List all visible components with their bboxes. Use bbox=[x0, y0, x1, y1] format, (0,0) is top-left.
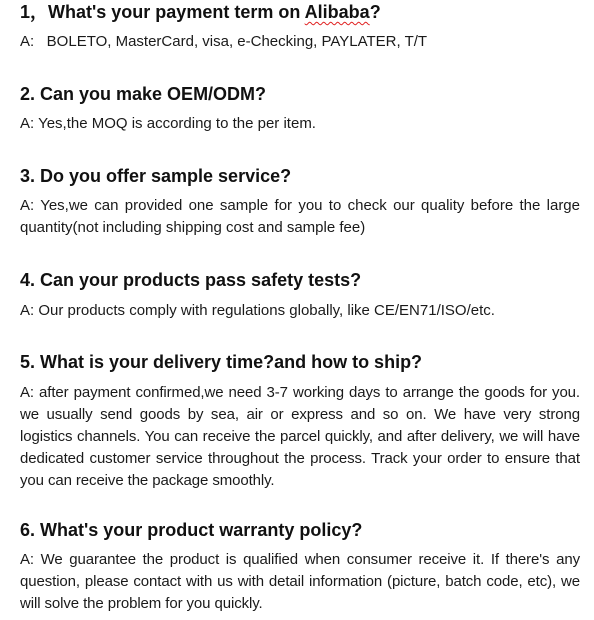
faq-answer: A: after payment confirmed,we need 3-7 working days to arrange the goods for you. we usually send goods by sea, air or express and so on. We have very strong logistics channels. You can receive the parcel quickly, and after delivery, we will have dedicated customer service throughout the process. Track your order to ensure that you can receive the package smoothly. bbox=[20, 384, 580, 489]
faq-question: 2. Can you make OEM/ODM? bbox=[20, 84, 267, 104]
spellcheck-word: Alibaba bbox=[304, 2, 370, 22]
faq-answer: A: Yes,we can provided one sample for you to check our quality before the large quantity(not including shipping cost and sample fee) bbox=[20, 197, 580, 236]
faq-question: 5. What is your delivery time?and how to ship? bbox=[20, 352, 423, 372]
faq-item-payment bbox=[20, 1, 580, 53]
faq-question: 6. What's your product warranty policy? bbox=[20, 520, 363, 540]
faq-item-sample bbox=[20, 165, 580, 239]
faq-answer: A: BOLETO, MasterCard, visa, e-Checking, PAYLATER, T/T bbox=[20, 33, 428, 50]
faq-answer: A: Yes,the MOQ is according to the per item. bbox=[20, 115, 316, 132]
faq-answer: A: Our products comply with regulations globally, like CE/EN71/ISO/etc. bbox=[20, 302, 495, 319]
faq-item-safety bbox=[20, 269, 580, 322]
faq-item-oem bbox=[20, 83, 580, 135]
faq-question bbox=[20, 1, 580, 23]
question-suffix: ? bbox=[369, 2, 381, 22]
faq-question: 3. Do you offer sample service? bbox=[20, 166, 292, 186]
question-prefix: 1，What's your payment term on bbox=[20, 2, 305, 22]
faq-item-delivery bbox=[20, 351, 580, 492]
faq-question: 4. Can your products pass safety tests? bbox=[20, 270, 362, 290]
faq-answer: A: We guarantee the product is qualified when consumer receive it. If there's any question, please contact with us with detail information (picture, batch code, etc), we will solve the problem for you quickly. bbox=[20, 551, 580, 612]
faq-item-warranty bbox=[20, 519, 580, 615]
